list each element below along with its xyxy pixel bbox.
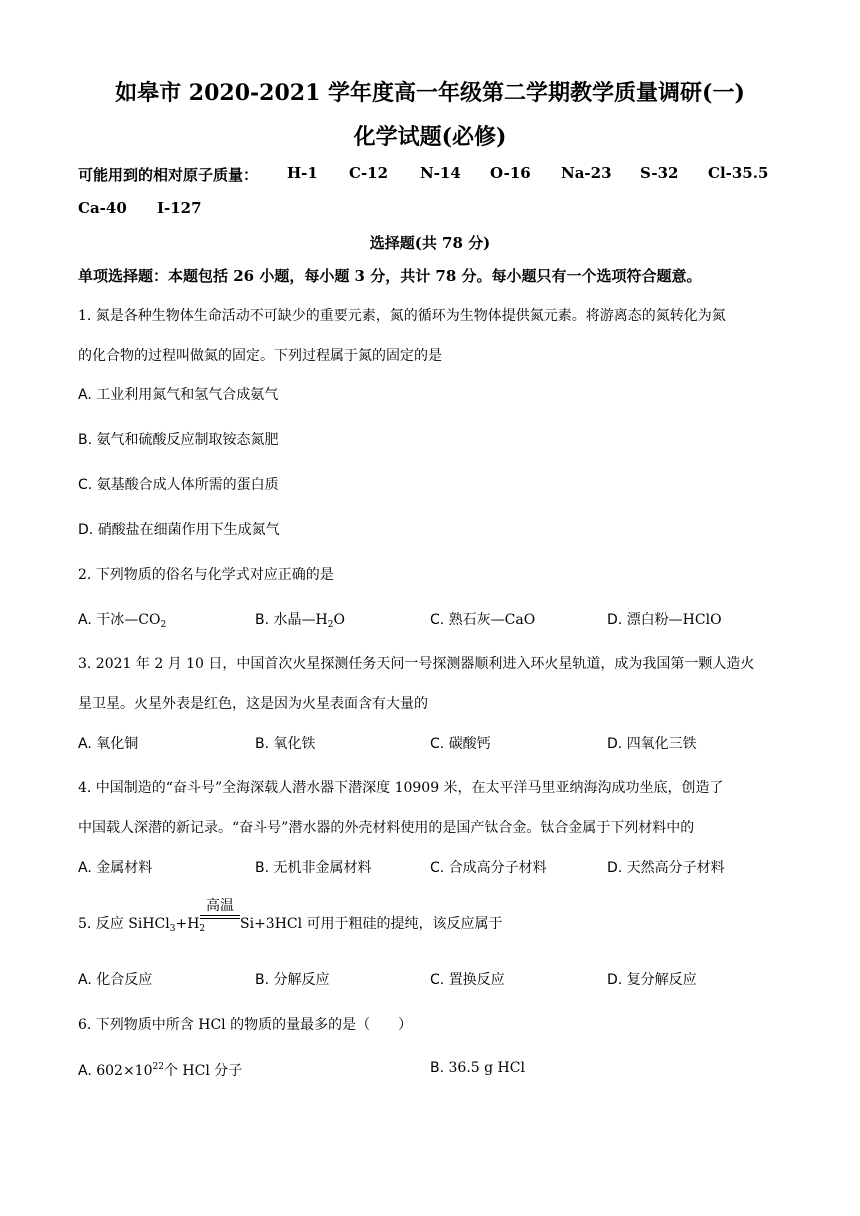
question-5-stem bbox=[78, 913, 205, 933]
question-1-option-b[interactable] bbox=[78, 429, 279, 449]
question-5-option-a[interactable] bbox=[78, 969, 152, 989]
option-text-after: O bbox=[333, 612, 345, 628]
question-1-option-c[interactable] bbox=[78, 474, 279, 494]
reaction-condition-arrow bbox=[200, 898, 240, 919]
question-3-stem-line2: 星卫星。火星外表是红色，这是因为火星表面含有大量的 bbox=[78, 696, 428, 712]
question-2-stem: 2. 下列物质的俗名与化学式对应正确的是 bbox=[78, 567, 334, 583]
question-2-option-b[interactable] bbox=[255, 609, 345, 629]
option-text: 金属材料 bbox=[96, 860, 153, 876]
option-text: 天然高分子材料 bbox=[626, 860, 725, 876]
page-subtitle: 化学试题(必修) bbox=[353, 124, 507, 150]
option-label: A. bbox=[78, 1063, 92, 1079]
superscript: 22 bbox=[152, 1062, 164, 1072]
option-label: D. bbox=[607, 860, 623, 876]
option-text: 干冰—CO bbox=[96, 612, 161, 628]
atomic-mass-item: H-1 bbox=[287, 164, 318, 182]
option-label: A. bbox=[78, 387, 92, 403]
question-3-option-d[interactable] bbox=[607, 733, 697, 753]
option-text: 氧化铜 bbox=[96, 736, 139, 752]
subscript: 2 bbox=[160, 620, 167, 630]
option-text: 化合反应 bbox=[96, 972, 153, 988]
option-text: 水晶—H bbox=[273, 612, 328, 628]
option-label: D. bbox=[78, 522, 94, 538]
option-text: 氧化铁 bbox=[273, 736, 316, 752]
option-label: B. bbox=[78, 432, 93, 448]
option-text: 36.5 g HCl bbox=[448, 1060, 525, 1076]
option-text: 置换反应 bbox=[448, 972, 505, 988]
option-text: 四氧化三铁 bbox=[626, 736, 697, 752]
option-label: D. bbox=[607, 972, 623, 988]
option-label: C. bbox=[78, 477, 93, 493]
question-2-option-a[interactable] bbox=[78, 609, 166, 629]
option-text: 硝酸盐在细菌作用下生成氮气 bbox=[97, 522, 280, 538]
atomic-mass-item: Ca-40 bbox=[78, 199, 127, 217]
option-label: B. bbox=[255, 860, 270, 876]
question-5-stem-tail: Si+3HCl 可用于粗硅的提纯，该反应属于 bbox=[240, 916, 503, 932]
question-5-option-b[interactable] bbox=[255, 969, 330, 989]
option-label: A. bbox=[78, 860, 92, 876]
atomic-mass-item: O-16 bbox=[490, 164, 531, 182]
question-4-option-a[interactable] bbox=[78, 857, 152, 877]
reaction-condition-label: 高温 bbox=[206, 898, 234, 914]
question-4-option-d[interactable] bbox=[607, 857, 725, 877]
stem-text: 5. 反应 SiHCl bbox=[78, 916, 170, 932]
option-text-after: 个 HCl 分子 bbox=[163, 1063, 243, 1079]
atomic-mass-item: C-12 bbox=[349, 164, 389, 182]
option-text: 工业利用氮气和氢气合成氨气 bbox=[96, 387, 279, 403]
question-3-stem: 3. 2021 年 2 月 10 日，中国首次火星探测任务天问一号探测器顺利进入环火星轨道，成为我国第一颗人造火 bbox=[78, 656, 755, 672]
question-4-stem: 4. 中国制造的“奋斗号”全海深载人潜水器下潜深度 10909 米，在太平洋马里亚纳海沟成功坐底，创造了 bbox=[78, 780, 724, 796]
question-1-option-d[interactable] bbox=[78, 519, 280, 539]
option-text: 分解反应 bbox=[273, 972, 330, 988]
option-label: C. bbox=[430, 612, 445, 628]
section-instruction: 单项选择题：本题包括 26 小题，每小题 3 分，共计 78 分。每小题只有一个选项符合题意。 bbox=[78, 267, 702, 285]
question-3-option-c[interactable] bbox=[430, 733, 491, 753]
subscript: 2 bbox=[327, 620, 334, 630]
atomic-mass-item: Cl-35.5 bbox=[708, 164, 769, 182]
option-text: 碳酸钙 bbox=[448, 736, 491, 752]
question-1-stem-line2: 的化合物的过程叫做氮的固定。下列过程属于氮的固定的是 bbox=[78, 348, 442, 364]
question-5-option-d[interactable] bbox=[607, 969, 697, 989]
option-text: 氨气和硫酸反应制取铵态氮肥 bbox=[96, 432, 279, 448]
question-6-option-a[interactable] bbox=[78, 1060, 242, 1080]
double-line-arrow bbox=[200, 915, 240, 919]
question-3-option-a[interactable] bbox=[78, 733, 138, 753]
option-text: 氨基酸合成人体所需的蛋白质 bbox=[96, 477, 279, 493]
atomic-mass-item: I-127 bbox=[157, 199, 202, 217]
question-4-option-c[interactable] bbox=[430, 857, 547, 877]
atomic-mass-item: N-14 bbox=[420, 164, 461, 182]
question-4-option-b[interactable] bbox=[255, 857, 372, 877]
option-label: D. bbox=[607, 612, 623, 628]
question-5-option-c[interactable] bbox=[430, 969, 505, 989]
question-2-option-d[interactable] bbox=[607, 609, 722, 629]
section-title: 选择题(共 78 分) bbox=[369, 234, 491, 252]
option-text: 漂白粉—HClO bbox=[626, 612, 722, 628]
question-6-stem: 6. 下列物质中所含 HCl 的物质的量最多的是（ ） bbox=[78, 1017, 413, 1033]
option-label: A. bbox=[78, 612, 92, 628]
option-label: B. bbox=[255, 612, 270, 628]
option-text: 无机非金属材料 bbox=[273, 860, 372, 876]
question-2-option-c[interactable] bbox=[430, 609, 535, 629]
subscript: 3 bbox=[169, 924, 176, 934]
option-label: D. bbox=[607, 736, 623, 752]
option-text: 熟石灰—CaO bbox=[448, 612, 536, 628]
option-label: B. bbox=[255, 972, 270, 988]
question-4-stem-line2: 中国载人深潜的新记录。“奋斗号”潜水器的外壳材料使用的是国产钛合金。钛合金属于下列材料中的 bbox=[78, 820, 695, 836]
option-label: C. bbox=[430, 736, 445, 752]
subscript: 2 bbox=[199, 924, 206, 934]
question-6-option-b[interactable] bbox=[430, 1060, 525, 1076]
option-label: C. bbox=[430, 860, 445, 876]
option-label: B. bbox=[255, 736, 270, 752]
option-label: A. bbox=[78, 736, 92, 752]
atomic-mass-item: S-32 bbox=[640, 164, 679, 182]
option-label: A. bbox=[78, 972, 92, 988]
question-3-option-b[interactable] bbox=[255, 733, 316, 753]
option-label: C. bbox=[430, 972, 445, 988]
option-label: B. bbox=[430, 1060, 445, 1076]
page-title: 如皋市 2020-2021 学年度高一年级第二学期教学质量调研(一) bbox=[115, 80, 745, 106]
question-1-option-a[interactable] bbox=[78, 384, 278, 404]
stem-text: +H bbox=[175, 916, 200, 932]
option-text: 602×10 bbox=[96, 1063, 153, 1079]
atomic-mass-item: Na-23 bbox=[561, 164, 612, 182]
option-text: 合成高分子材料 bbox=[448, 860, 547, 876]
atomic-mass-label: 可能用到的相对原子质量： bbox=[78, 166, 259, 184]
question-1-stem: 1. 氮是各种生物体生命活动不可缺少的重要元素，氮的循环为生物体提供氮元素。将游离态的氮转化为氮 bbox=[78, 308, 726, 324]
option-text: 复分解反应 bbox=[626, 972, 697, 988]
